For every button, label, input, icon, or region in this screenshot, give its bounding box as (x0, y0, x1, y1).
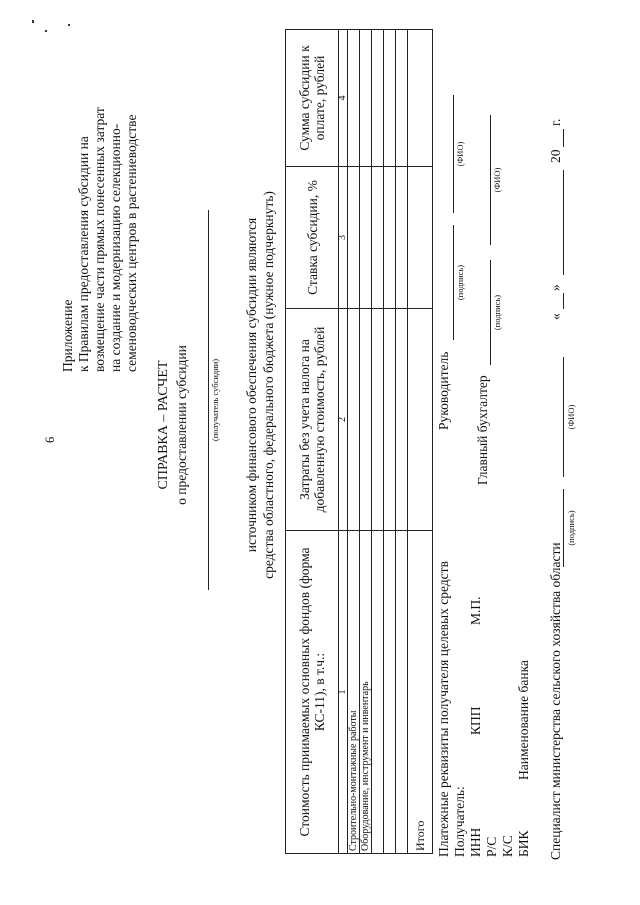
rs-label: Р/С (484, 836, 499, 857)
signature-caption: (подпись) (455, 264, 465, 301)
table-cell (360, 167, 372, 309)
fio-caption: (ФИО) (492, 167, 502, 193)
table-row (372, 30, 384, 854)
row-label (396, 531, 408, 854)
row-label (372, 531, 384, 854)
head-label: Руководитель (436, 351, 451, 430)
ks-label: К/С (500, 835, 515, 857)
fio-caption: (ФИО) (566, 404, 576, 430)
table-cell (408, 167, 433, 309)
bik-label: БИК (516, 830, 531, 857)
stamp-label: М.П. (468, 596, 483, 625)
table-cell (384, 30, 396, 167)
row-label: Оборудование, инструмент и инвентарь (360, 531, 372, 854)
date-month-line (563, 170, 564, 275)
header-cell: Затраты без учета налога на добавленную стоимость, рублей (286, 309, 339, 531)
row-label: Строительно-монтажные работы (348, 531, 360, 854)
table-cell (384, 309, 396, 531)
table-number-row (339, 30, 348, 854)
table-cell (408, 309, 433, 531)
chief-accountant-label: Главный бухгалтер (475, 375, 490, 485)
appendix-line: к Правилам предоставления субсидии на (76, 136, 91, 372)
table-cell (360, 309, 372, 531)
head-fio-line (453, 95, 454, 213)
table-cell (396, 167, 408, 309)
head-signature-line (453, 225, 454, 340)
page-number: 6 (43, 436, 57, 443)
table-cell (396, 309, 408, 531)
signature-caption: (подпись) (492, 294, 502, 331)
total-label: Итого (408, 531, 433, 854)
payment-details-title: Платежные реквизиты получателя целевых средств (436, 561, 451, 857)
document-subtitle: о предоставлении субсидии (174, 345, 189, 505)
table-cell (348, 309, 360, 531)
column-number: 1 (339, 531, 348, 854)
date-open-quote: « (548, 313, 563, 320)
table-row (396, 30, 408, 854)
date-day-line (563, 293, 564, 309)
table-header-row (286, 30, 339, 854)
appendix-line: на создание и модернизацию селекционно- (108, 123, 123, 372)
header-cell: Стоимость приимаемых основных фондов (форма КС-11), в т.ч.: (286, 531, 339, 854)
financing-source-line1: источником финансового обеспечения субсидии являются (244, 217, 259, 553)
table-cell (348, 30, 360, 167)
table-cell (372, 30, 384, 167)
specialist-label: Специалист министерства сельского хозяйства области (548, 542, 563, 860)
subsidy-table (285, 29, 433, 854)
table-cell (348, 167, 360, 309)
recipient-caption: (получатель субсидии) (210, 358, 220, 442)
date-year-line (563, 129, 564, 147)
row-label (384, 531, 396, 854)
table-cell (372, 167, 384, 309)
year-prefix: 20 (548, 149, 563, 163)
specialist-fio-line (563, 357, 564, 477)
header-cell: Сумма субсидии к оплате, рублей (286, 30, 339, 167)
inn-label: ИНН (468, 827, 483, 857)
appendix-line: Приложение (60, 299, 75, 372)
date-close-quote: » (548, 284, 563, 291)
year-suffix: г. (548, 118, 563, 126)
document-title: СПРАВКА – РАСЧЕТ (156, 360, 171, 490)
kpp-label: КПП (468, 706, 483, 735)
table-total-row (408, 30, 433, 854)
column-number: 3 (339, 167, 348, 309)
column-number: 4 (339, 30, 348, 167)
table-cell (360, 30, 372, 167)
recipient-label: Получатель: (452, 786, 467, 857)
accountant-signature-line (490, 260, 491, 365)
appendix-line: семеноводческих центров в растениеводстве (124, 114, 139, 372)
header-cell: Ставка субсидии, % (286, 167, 339, 309)
appendix-line: возмещение части прямых понесенных затрат (92, 107, 107, 372)
financing-source-line2: средства областного, федерального бюджета (нужное подчеркнуть) (261, 191, 276, 579)
table-row (360, 30, 372, 854)
fio-caption: (ФИО) (455, 141, 465, 167)
bank-name-label: Наименование банка (516, 660, 531, 780)
table-row (384, 30, 396, 854)
column-number: 2 (339, 309, 348, 531)
table-cell (396, 30, 408, 167)
table-cell (372, 309, 384, 531)
table-row (348, 30, 360, 854)
accountant-fio-line (490, 115, 491, 245)
recipient-line (208, 210, 209, 590)
signature-caption: (подпись) (566, 510, 576, 546)
table-cell (408, 30, 433, 167)
table-cell (384, 167, 396, 309)
specialist-signature-line (563, 489, 564, 567)
